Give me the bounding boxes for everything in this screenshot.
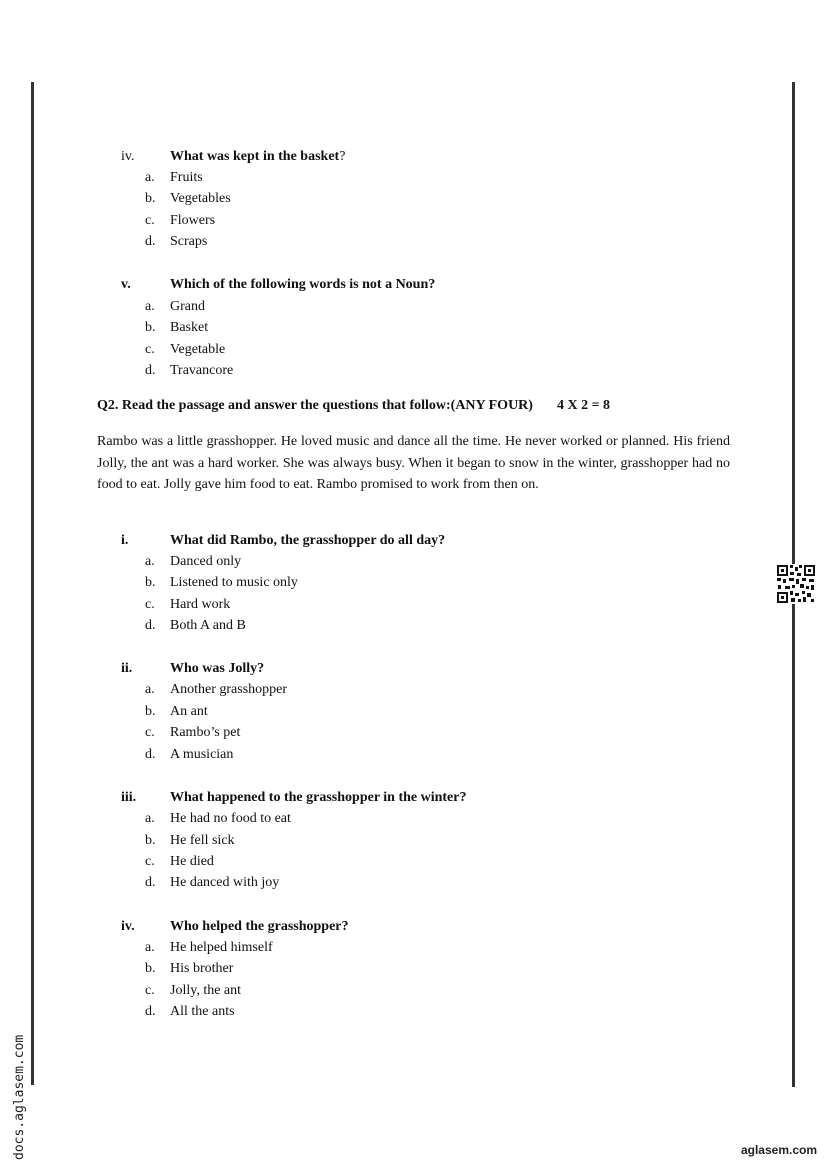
option-item bbox=[145, 340, 225, 360]
option-letter: b. bbox=[145, 191, 156, 206]
question-text: Which of the following words is not a Noun? bbox=[170, 277, 436, 292]
option-text: Danced only bbox=[170, 554, 242, 569]
option-text: Basket bbox=[170, 320, 209, 335]
option-letter: d. bbox=[145, 747, 156, 762]
option-text: Scraps bbox=[170, 234, 208, 249]
option-letter: a. bbox=[145, 682, 155, 697]
option-item bbox=[145, 189, 231, 209]
option-item bbox=[145, 852, 214, 872]
option-item bbox=[145, 616, 246, 636]
option-text: Another grasshopper bbox=[170, 682, 288, 697]
question-number: iv. bbox=[121, 149, 135, 164]
option-item bbox=[145, 981, 241, 1001]
question-heading bbox=[121, 917, 349, 937]
option-letter: d. bbox=[145, 1004, 156, 1019]
option-text: His brother bbox=[170, 961, 234, 976]
option-item bbox=[145, 595, 230, 615]
option-item bbox=[145, 168, 203, 188]
question-heading bbox=[121, 788, 467, 808]
question-text: What happened to the grasshopper in the winter? bbox=[170, 790, 467, 805]
option-letter: a. bbox=[145, 170, 155, 185]
option-letter: b. bbox=[145, 320, 156, 335]
option-letter: a. bbox=[145, 554, 155, 569]
section-heading-q2 bbox=[97, 396, 610, 416]
question-text: Who was Jolly? bbox=[170, 661, 265, 676]
option-item bbox=[145, 552, 241, 572]
question-heading bbox=[121, 147, 345, 167]
option-letter: b. bbox=[145, 833, 156, 848]
question-text: What was kept in the basket bbox=[170, 149, 340, 164]
option-item bbox=[145, 297, 205, 317]
question-text: Who helped the grasshopper? bbox=[170, 919, 349, 934]
option-letter: a. bbox=[145, 299, 155, 314]
option-letter: c. bbox=[145, 725, 155, 740]
option-text: He had no food to eat bbox=[170, 811, 291, 826]
option-item bbox=[145, 361, 233, 381]
option-text: Grand bbox=[170, 299, 205, 314]
option-letter: a. bbox=[145, 940, 155, 955]
option-item bbox=[145, 831, 235, 851]
option-text: Listened to music only bbox=[170, 575, 298, 590]
section-title: Q2. Read the passage and answer the questions that follow:(ANY FOUR) bbox=[97, 398, 533, 413]
option-letter: c. bbox=[145, 213, 155, 228]
option-item bbox=[145, 211, 215, 231]
left-margin-rule bbox=[31, 82, 34, 1085]
option-item bbox=[145, 232, 207, 252]
option-text: Vegetable bbox=[170, 342, 226, 357]
option-letter: d. bbox=[145, 363, 156, 378]
option-item bbox=[145, 1002, 235, 1022]
option-text: A musician bbox=[170, 747, 234, 762]
option-item bbox=[145, 873, 279, 893]
option-letter: c. bbox=[145, 854, 155, 869]
option-item bbox=[145, 938, 273, 958]
option-text: Travancore bbox=[170, 363, 234, 378]
option-letter: b. bbox=[145, 704, 156, 719]
reading-passage: Rambo was a little grasshopper. He loved music and dance all the time. He never worked or planned. His friend Jolly, the ant was a hard worker. She was always busy. When it began to snow in the winter, grasshopper had no food to eat. Jolly gave him food to eat. Rambo promised to work from then on. bbox=[97, 434, 730, 492]
option-letter: b. bbox=[145, 575, 156, 590]
side-watermark-url: docs.aglasem.com bbox=[12, 1034, 27, 1160]
option-letter: d. bbox=[145, 234, 156, 249]
option-item bbox=[145, 318, 208, 338]
option-letter: b. bbox=[145, 961, 156, 976]
option-text: Rambo’s pet bbox=[170, 725, 241, 740]
option-item bbox=[145, 573, 298, 593]
question-suffix: ? bbox=[339, 149, 346, 164]
option-letter: d. bbox=[145, 618, 156, 633]
section-marks: 4 X 2 = 8 bbox=[556, 398, 611, 413]
footer-site-link[interactable]: aglasem.com bbox=[740, 1143, 817, 1157]
option-text: He danced with joy bbox=[170, 875, 280, 890]
option-text: He helped himself bbox=[170, 940, 273, 955]
option-text: An ant bbox=[170, 704, 208, 719]
option-text: Flowers bbox=[170, 213, 216, 228]
question-number: v. bbox=[121, 277, 131, 292]
option-text: Vegetables bbox=[170, 191, 231, 206]
option-letter: d. bbox=[145, 875, 156, 890]
question-text: What did Rambo, the grasshopper do all day? bbox=[170, 533, 446, 548]
option-text: Hard work bbox=[170, 597, 231, 612]
question-number: iv. bbox=[121, 919, 135, 934]
option-letter: c. bbox=[145, 597, 155, 612]
option-item bbox=[145, 745, 233, 765]
question-heading bbox=[121, 659, 264, 679]
question-number: i. bbox=[121, 533, 129, 548]
option-text: Fruits bbox=[170, 170, 203, 185]
option-item bbox=[145, 702, 208, 722]
option-item bbox=[145, 723, 240, 743]
option-letter: c. bbox=[145, 983, 155, 998]
option-item bbox=[145, 959, 233, 979]
question-heading bbox=[121, 275, 435, 295]
option-text: All the ants bbox=[170, 1004, 235, 1019]
option-item bbox=[145, 680, 287, 700]
qr-code-icon bbox=[776, 564, 816, 604]
question-number: ii. bbox=[121, 661, 133, 676]
option-text: Both A and B bbox=[170, 618, 246, 633]
option-letter: c. bbox=[145, 342, 155, 357]
option-text: He fell sick bbox=[170, 833, 235, 848]
option-text: Jolly, the ant bbox=[170, 983, 242, 998]
question-number: iii. bbox=[121, 790, 137, 805]
option-letter: a. bbox=[145, 811, 155, 826]
option-text: He died bbox=[170, 854, 214, 869]
question-heading bbox=[121, 531, 445, 551]
option-item bbox=[145, 809, 291, 829]
